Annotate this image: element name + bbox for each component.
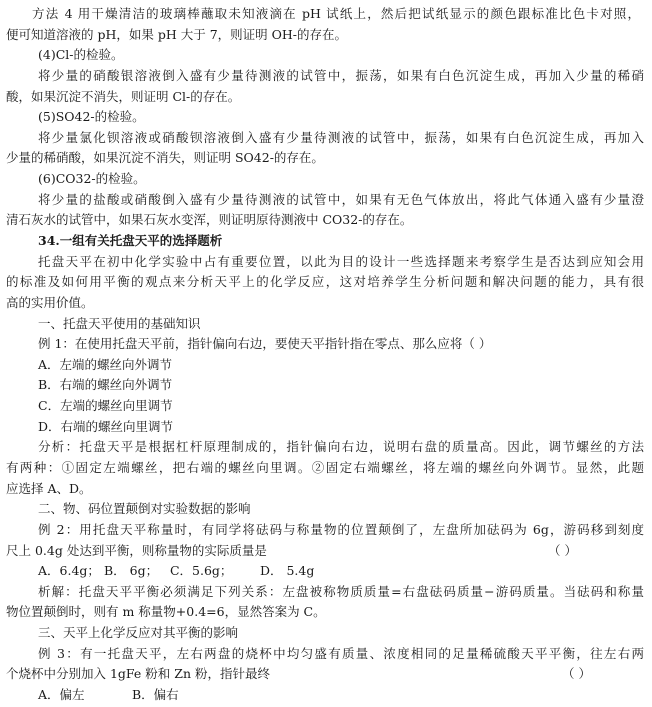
part2-option-c: C．5.6g； (169, 563, 233, 578)
part1-option-c: C．左端的螺丝向里调节 (38, 398, 173, 413)
part3-answer-paren: （ ） (562, 666, 591, 681)
part1-option-b: B．右端的螺丝向外调节 (38, 377, 173, 392)
part3-heading: 三、天平上化学反应对其平衡的影响 (38, 625, 239, 640)
part1-analysis-line2: 有两种：①固定左端螺丝，把右端的螺丝向里调。②固定右端螺丝，将左端的螺丝向外调节。显然，此题 (6, 460, 644, 475)
part1-option-d: D．右端的螺丝向里调节 (38, 419, 174, 434)
part1-analysis-line1: 分析：托盘天平是根据杠杆原理制成的，指针偏向右边，说明右盘的质量高。因此，调节螺丝的方法 (38, 439, 644, 454)
sec6-line2: 清石灰水的试管中，如果石灰水变浑，则证明原待测液中 CO32-的存在。 (6, 212, 413, 227)
part1-question: 例 1：在使用托盘天平前，指针偏向右边，要使天平指针指在零点、那么应将（ ） (38, 336, 492, 351)
intro-line2: 的标准及如何用平衡的观点来分析天平上的化学反应，这对培养学生分析问题和解决问题的能力，具有很 (6, 274, 644, 289)
part2-heading: 二、物、码位置颠倒对实验数据的影响 (38, 501, 251, 516)
sec4-line1: 将少量的硝酸银溶液倒入盛有少量待测液的试管中，振荡，如果有白色沉淀生成，再加入少量的稀硝 (38, 68, 644, 83)
part2-options (38, 561, 314, 581)
sec5-line2: 少量的稀硝酸，如果沉淀不消失，则证明 SO42-的存在。 (6, 150, 324, 165)
part3-option-a: A．偏左 (38, 687, 85, 702)
sec6-heading: (6)CO32-的检验。 (38, 171, 146, 186)
part2-analysis-line2: 物位置颠倒时，则有 m 称量物+0.4=6，显然答案为 C。 (6, 604, 326, 619)
part2-option-b: B． 6g； (103, 563, 159, 578)
part2-answer-paren: （ ） (548, 543, 577, 558)
part1-option-a: A．左端的螺丝向外调节 (38, 357, 173, 372)
part2-question-line1: 例 2：用托盘天平称量时，有同学将砝码与称量物的位置颠倒了，左盘所加砝码为 6g，游码移到刻度 (38, 522, 644, 537)
part1-heading: 一、托盘天平使用的基础知识 (38, 316, 201, 331)
sec4-heading: (4)Cl-的检验。 (38, 47, 124, 62)
part3-question-line1: 例 3：有一托盘天平，左右两盘的烧杯中均匀盛有质量、浓度相同的足量稀硫酸天平平衡，往左右两 (38, 646, 644, 661)
part3-question-line2: 个烧杯中分别加入 1gFe 粉和 Zn 粉，指针最终 (6, 666, 270, 681)
intro-line1: 托盘天平在初中化学实验中占有重要位置，以此为目的设计一些选择题来考察学生是否达到应知会用 (38, 254, 644, 269)
part1-analysis-line3: 应选择 A、D。 (6, 481, 92, 496)
part2-question-line2: 尺上 0.4g 处达到平衡，则称量物的实际质量是 (6, 543, 267, 558)
part2-option-d: D． 5.4g (259, 563, 315, 578)
part2-analysis-line1: 析解：托盘天平平衡必须满足下列关系：左盘被称物质质量=右盘砝码质量−游码质量。当砝码和称量 (38, 584, 644, 599)
intro-line3: 高的实用价值。 (6, 295, 94, 310)
section-title-34: 34.一组有关托盘天平的选择题析 (38, 233, 223, 248)
sec4-line2: 酸，如果沉淀不消失，则证明 Cl-的存在。 (6, 89, 241, 104)
part2-option-a: A．6.4g； (38, 563, 100, 578)
sec5-heading: (5)SO42-的检验。 (38, 109, 145, 124)
sec6-line1: 将少量的盐酸或硝酸倒入盛有少量待测液的试管中，如果有无色气体放出，将此气体通入盛有少量澄 (38, 192, 644, 207)
method4-line1: 方法 4 用干燥清洁的玻璃棒蘸取未知液滴在 pH 试纸上，然后把试纸显示的颜色跟标准比色卡对照， (32, 6, 640, 21)
method4-line2: 便可知道溶液的 pH，如果 pH 大于 7，则证明 OH-的存在。 (6, 27, 347, 42)
sec5-line1: 将少量氯化钡溶液或硝酸钡溶液倒入盛有少量待测液的试管中，振荡，如果有白色沉淀生成，再加入 (38, 130, 644, 145)
part3-options (38, 685, 179, 705)
part3-option-b: B．偏右 (131, 687, 179, 702)
